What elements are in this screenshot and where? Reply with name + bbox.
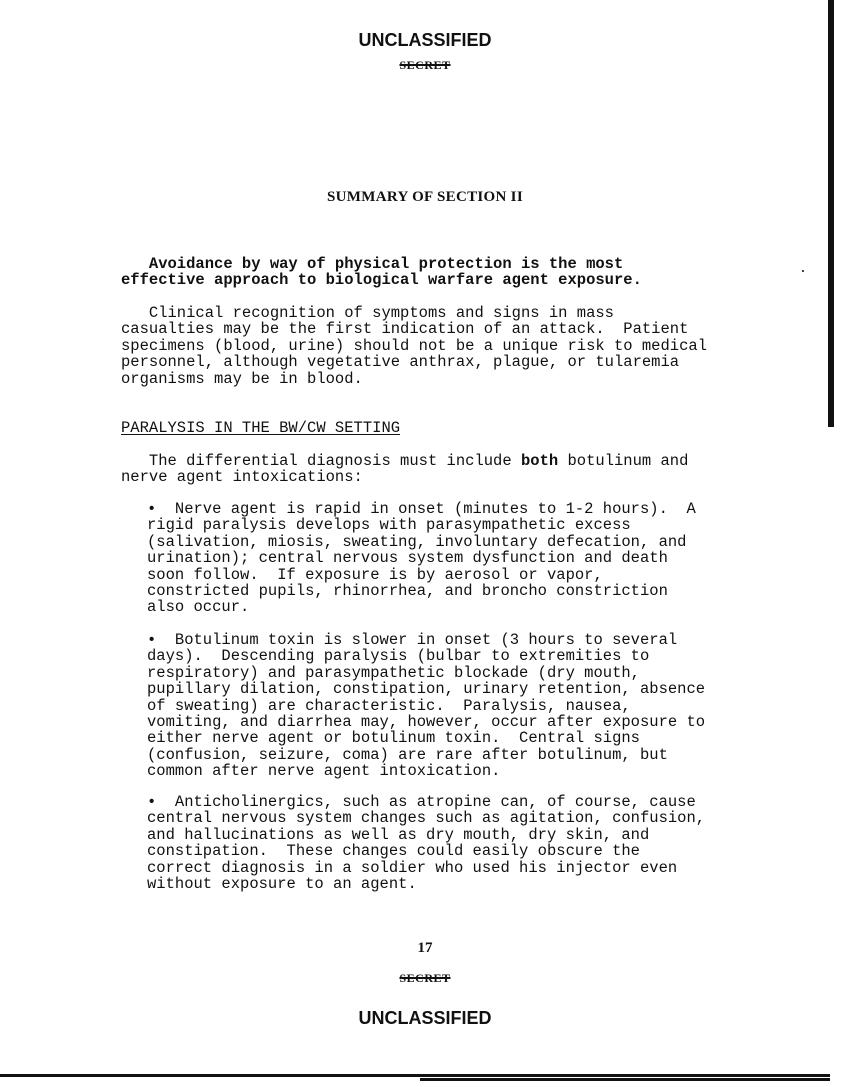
- bullet-line: pupillary dilation, constipation, urinary retention, absence: [147, 680, 706, 699]
- bullet-line: (salivation, miosis, sweating, involuntary defecation, and: [147, 532, 687, 551]
- bullet-line: and hallucinations as well as dry mouth, dry skin, and: [147, 825, 650, 844]
- clinical-line: specimens (blood, urine) should not be a unique risk to medical: [121, 336, 707, 355]
- bullet-line: of sweating) are characteristic. Paralysis, nausea,: [147, 696, 631, 715]
- bullet-nerve-agent: [147, 501, 696, 616]
- lead-line: Avoidance by way of physical protection is the most: [121, 255, 624, 273]
- clinical-line: Clinical recognition of symptoms and signs in mass: [121, 304, 614, 322]
- page-number: 17: [417, 940, 433, 956]
- scan-speck: [802, 270, 804, 272]
- classification-marking-bottom: UNCLASSIFIED: [358, 1008, 492, 1028]
- lead-line: effective approach to biological warfare agent exposure.: [121, 271, 642, 290]
- bullet-line: constipation. These changes could easily obscure the: [147, 842, 640, 861]
- bullet-line: • Nerve agent is rapid in onset (minutes to 1-2 hours). A: [147, 500, 696, 518]
- bullet-line: (confusion, seizure, coma) are rare after botulinum, but: [147, 745, 668, 764]
- bullet-line: respiratory) and parasympathetic blockade (dry mouth,: [147, 663, 640, 682]
- bullet-line: constricted pupils, rhinorrhea, and broncho constriction: [147, 582, 668, 601]
- clinical-paragraph: [121, 305, 707, 387]
- struck-classification-top: SECRET: [399, 58, 451, 72]
- intro-emphasis: both: [520, 452, 559, 470]
- bullet-anticholinergics: [147, 794, 705, 892]
- bullet-line: • Anticholinergics, such as atropine can, of course, cause: [147, 793, 696, 811]
- intro-text-before: The differential diagnosis must include: [121, 452, 521, 470]
- bullet-line: either nerve agent or botulinum toxin. Central signs: [147, 729, 640, 748]
- bullet-line: urination); central nervous system dysfunction and death: [147, 549, 668, 568]
- bullet-line: central nervous system changes such as agitation, confusion,: [147, 809, 706, 828]
- differential-line-2: nerve agent intoxications:: [121, 468, 363, 487]
- bullet-line: correct diagnosis in a soldier who used his injector even: [147, 858, 678, 877]
- bullet-botulinum: [147, 632, 705, 780]
- bullet-line: also occur.: [147, 598, 250, 617]
- bullet-line: without exposure to an agent.: [147, 875, 417, 894]
- bottom-rule: [0, 1074, 830, 1077]
- summary-title: SUMMARY OF SECTION II: [327, 189, 523, 205]
- struck-classification-bottom: SECRET: [399, 971, 451, 985]
- bullet-line: soon follow. If exposure is by aerosol or vapor,: [147, 565, 603, 584]
- section-heading: PARALYSIS IN THE BW/CW SETTING: [121, 419, 401, 437]
- clinical-line: personnel, although vegetative anthrax, plague, or tularemia: [121, 353, 680, 372]
- bullet-line: days). Descending paralysis (bulbar to extremities to: [147, 647, 650, 666]
- bullet-line: vomiting, and diarrhea may, however, occur after exposure to: [147, 713, 706, 732]
- bottom-rule-secondary: [420, 1078, 830, 1081]
- bullet-line: common after nerve agent intoxication.: [147, 762, 501, 781]
- differential-intro: [121, 453, 688, 486]
- bullet-line: • Botulinum toxin is slower in onset (3 hours to several: [147, 631, 678, 649]
- bullet-line: rigid paralysis develops with parasympathetic excess: [147, 516, 631, 535]
- clinical-line: casualties may be the first indication of an attack. Patient: [121, 320, 689, 339]
- intro-text-after: botulinum and: [558, 452, 689, 470]
- differential-line-1: [121, 453, 688, 469]
- clinical-line: organisms may be in blood.: [121, 369, 363, 388]
- lead-paragraph: [121, 256, 642, 289]
- classification-marking-top: UNCLASSIFIED: [358, 30, 492, 50]
